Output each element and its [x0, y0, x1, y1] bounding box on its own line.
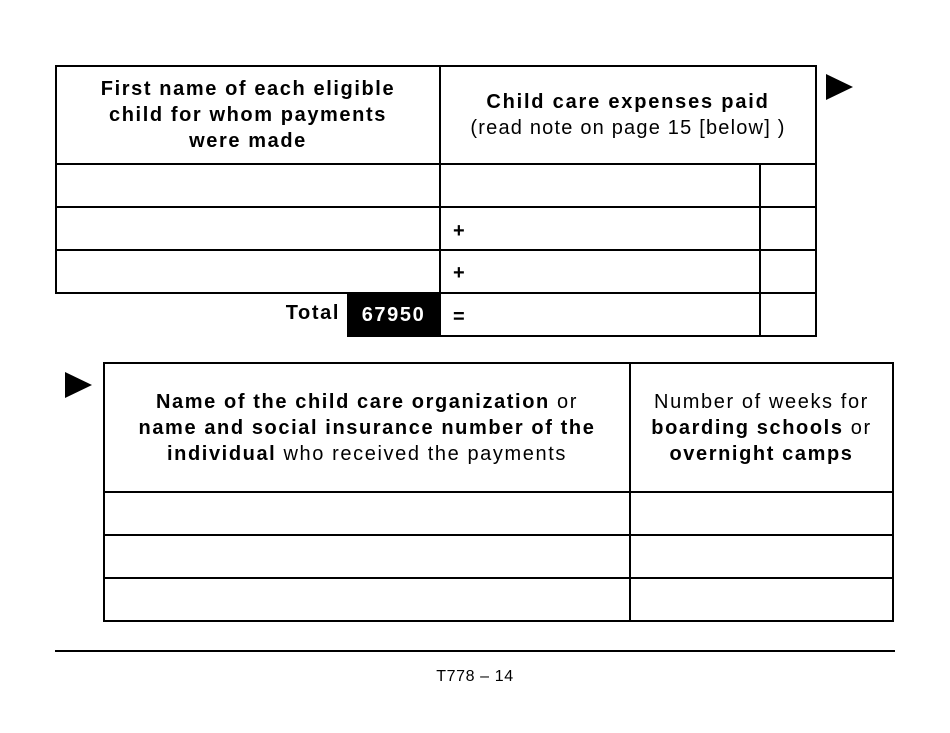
plus-sign: + [453, 262, 465, 284]
child-name-field-2[interactable] [57, 208, 439, 249]
total-label: Total [285, 302, 340, 324]
header-line: First name of each eligible [100, 78, 396, 100]
pointer-arrow-icon [826, 74, 853, 100]
header-text: Number of weeks for [654, 390, 869, 413]
page-number: T778 – 14 [436, 668, 514, 685]
header-line: child for whom payments [109, 104, 387, 126]
plus-sign: + [453, 220, 465, 242]
expense-amount-field-2[interactable] [441, 208, 759, 249]
table2-bottom-border [103, 620, 894, 622]
child-name-field-3[interactable] [57, 251, 439, 292]
pointer-arrow-icon [65, 372, 92, 398]
header-bold-text: individual [167, 442, 277, 465]
header-line: were made [189, 130, 307, 152]
expenses-header-note: (read note on page 15 [below] ) [470, 117, 786, 139]
expense-cents-field-1[interactable] [761, 165, 815, 206]
header-bold-text: overnight camps [669, 442, 854, 465]
weeks-field-3[interactable] [631, 579, 892, 620]
organization-name-field-2[interactable] [105, 536, 629, 577]
organization-name-field-3[interactable] [105, 579, 629, 620]
organization-name-field-1[interactable] [105, 493, 629, 534]
equals-sign: = [453, 306, 465, 328]
table1-right-border [815, 65, 817, 337]
weeks-field-2[interactable] [631, 536, 892, 577]
header-text: who received the payments [276, 442, 567, 465]
expense-amount-field-1[interactable] [441, 165, 759, 206]
expense-cents-field-3[interactable] [761, 251, 815, 292]
total-cents-field[interactable] [761, 294, 815, 335]
header-bold-text: name and social insurance number of the [138, 416, 596, 439]
expense-amount-field-3[interactable] [441, 251, 759, 292]
organization-column-header [105, 364, 629, 491]
expense-cents-field-2[interactable] [761, 208, 815, 249]
expenses-header-title: Child care expenses paid [486, 91, 770, 113]
total-amount-field[interactable] [441, 294, 759, 335]
header-bold-text: boarding schools [651, 416, 844, 439]
header-bold-text: Name of the child care organization [156, 390, 550, 413]
expenses-column-header [441, 67, 815, 163]
header-text: or [549, 390, 578, 413]
footer-rule [55, 650, 895, 652]
child-name-field-1[interactable] [57, 165, 439, 206]
weeks-field-1[interactable] [631, 493, 892, 534]
weeks-column-header [631, 364, 892, 491]
line-code-badge: 67950 [347, 294, 440, 337]
child-name-column-header [57, 67, 439, 163]
header-text: or [843, 416, 872, 439]
table2-right-border [892, 362, 894, 622]
